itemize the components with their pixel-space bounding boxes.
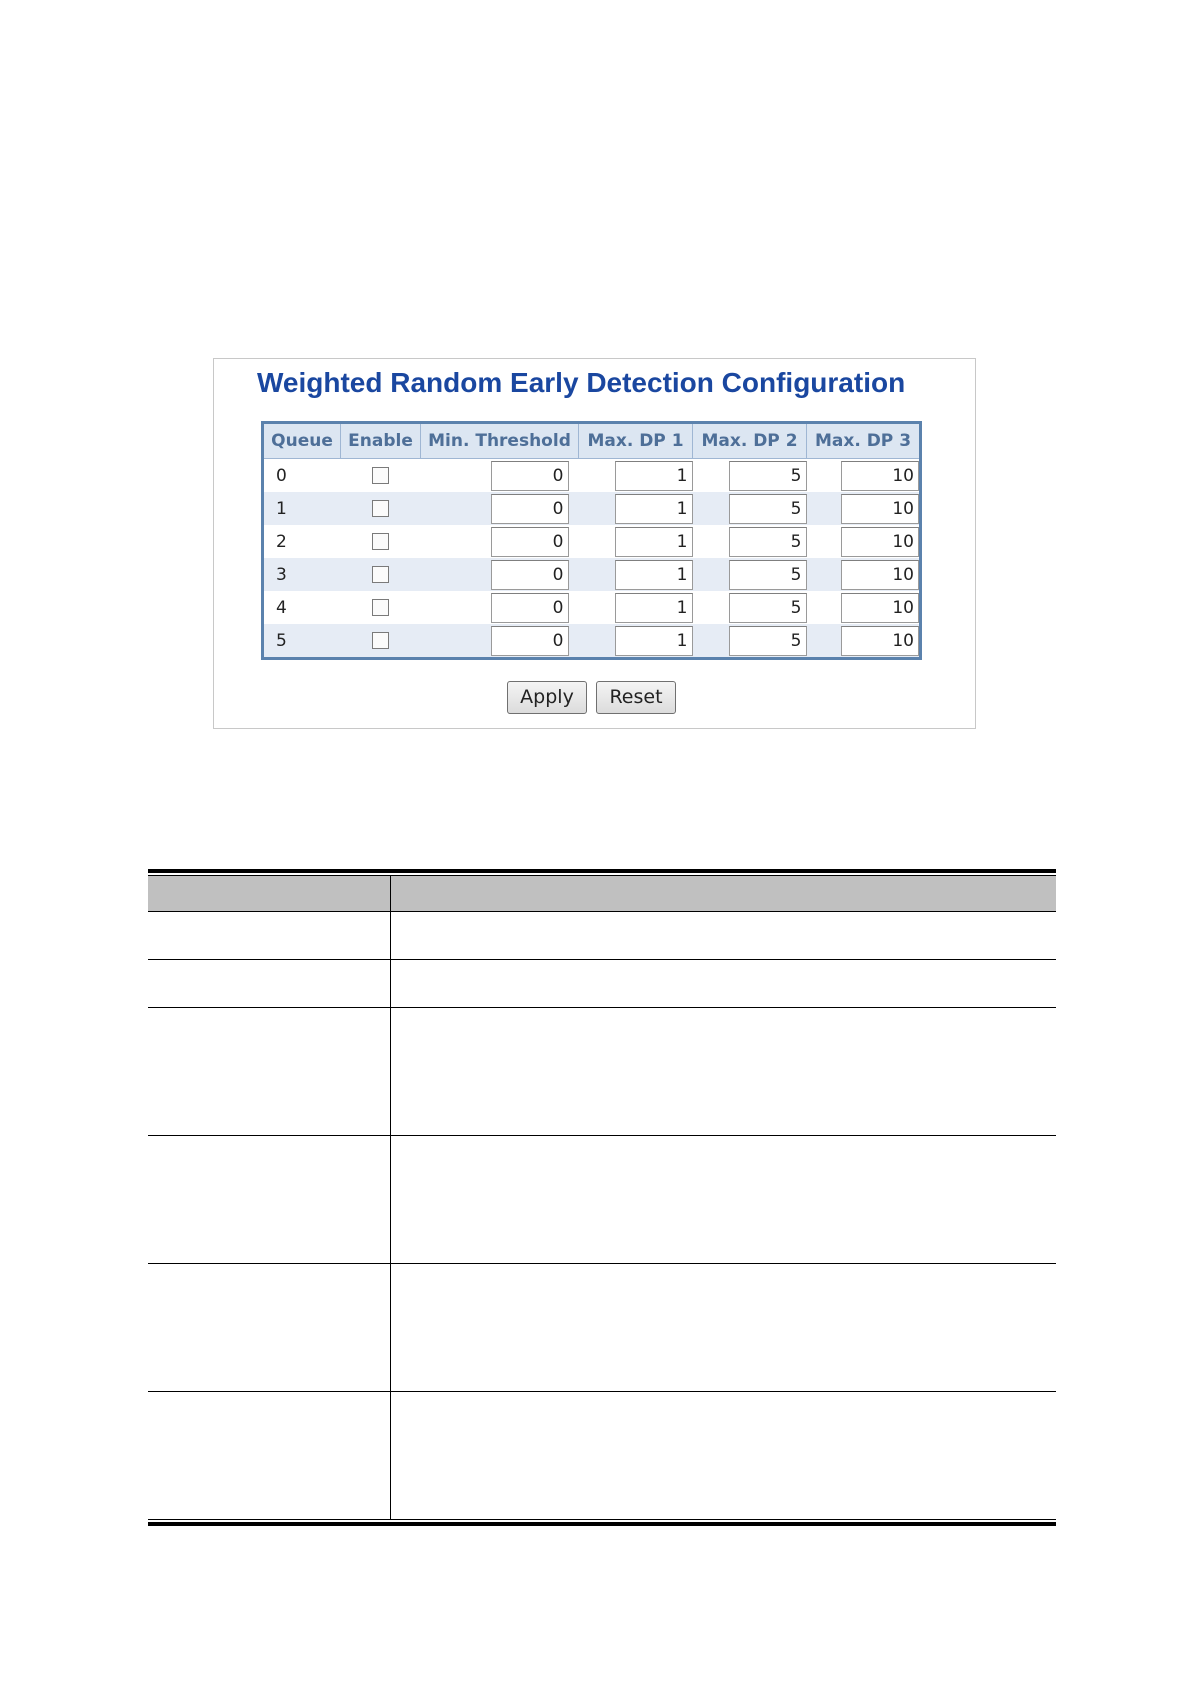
page-title: Weighted Random Early Detection Configuration	[257, 367, 906, 398]
col-header-queue: Queue	[263, 423, 341, 459]
table-row	[263, 591, 921, 624]
table-bottom-rule	[148, 1519, 1056, 1520]
enable-checkbox[interactable]	[372, 632, 389, 649]
max-dp1-input[interactable]: 1	[615, 527, 693, 557]
enable-checkbox[interactable]	[372, 599, 389, 616]
table-top-rule	[148, 869, 1056, 873]
max-dp2-input[interactable]: 5	[729, 527, 807, 557]
min-threshold-input[interactable]: 0	[491, 461, 569, 491]
max-dp2-input[interactable]: 5	[729, 461, 807, 491]
min-threshold-input[interactable]: 0	[491, 560, 569, 590]
description-table	[148, 869, 1056, 1526]
queue-number: 4	[263, 591, 341, 624]
max-dp3-input[interactable]: 10	[841, 593, 919, 623]
apply-button[interactable]: Apply	[507, 681, 587, 714]
description-header-row	[148, 876, 1056, 911]
wred-config-panel	[213, 358, 976, 729]
min-threshold-input[interactable]: 0	[491, 626, 569, 656]
description-row	[148, 959, 1056, 1007]
table-bottom-rule	[148, 1522, 1056, 1526]
table-row	[263, 624, 921, 659]
description-row	[148, 1391, 1056, 1519]
enable-checkbox[interactable]	[372, 566, 389, 583]
description-row	[148, 911, 1056, 959]
header-cell-object	[148, 876, 391, 911]
table-row	[263, 492, 921, 525]
col-header-min-threshold: Min. Threshold	[421, 423, 579, 459]
table-row	[263, 558, 921, 591]
queue-number: 1	[263, 492, 341, 525]
max-dp3-input[interactable]: 10	[841, 626, 919, 656]
col-header-enable: Enable	[341, 423, 421, 459]
max-dp3-input[interactable]: 10	[841, 461, 919, 491]
min-threshold-input[interactable]: 0	[491, 527, 569, 557]
table-row	[263, 459, 921, 493]
wred-table	[261, 421, 922, 660]
queue-number: 5	[263, 624, 341, 659]
description-row	[148, 1007, 1056, 1135]
col-header-max-dp1: Max. DP 1	[579, 423, 693, 459]
queue-number: 3	[263, 558, 341, 591]
enable-checkbox[interactable]	[372, 467, 389, 484]
max-dp3-input[interactable]: 10	[841, 527, 919, 557]
min-threshold-input[interactable]: 0	[491, 494, 569, 524]
col-header-max-dp2: Max. DP 2	[693, 423, 807, 459]
col-header-max-dp3: Max. DP 3	[807, 423, 921, 459]
queue-number: 0	[263, 459, 341, 493]
max-dp1-input[interactable]: 1	[615, 626, 693, 656]
max-dp1-input[interactable]: 1	[615, 461, 693, 491]
max-dp2-input[interactable]: 5	[729, 626, 807, 656]
min-threshold-input[interactable]: 0	[491, 593, 569, 623]
enable-checkbox[interactable]	[372, 533, 389, 550]
max-dp2-input[interactable]: 5	[729, 593, 807, 623]
table-row	[263, 525, 921, 558]
max-dp1-input[interactable]: 1	[615, 560, 693, 590]
table-header-row	[263, 423, 921, 459]
max-dp2-input[interactable]: 5	[729, 560, 807, 590]
enable-checkbox[interactable]	[372, 500, 389, 517]
max-dp1-input[interactable]: 1	[615, 494, 693, 524]
reset-button[interactable]: Reset	[596, 681, 676, 714]
max-dp1-input[interactable]: 1	[615, 593, 693, 623]
description-row	[148, 1263, 1056, 1391]
queue-number: 2	[263, 525, 341, 558]
max-dp2-input[interactable]: 5	[729, 494, 807, 524]
max-dp3-input[interactable]: 10	[841, 560, 919, 590]
description-row	[148, 1135, 1056, 1263]
max-dp3-input[interactable]: 10	[841, 494, 919, 524]
